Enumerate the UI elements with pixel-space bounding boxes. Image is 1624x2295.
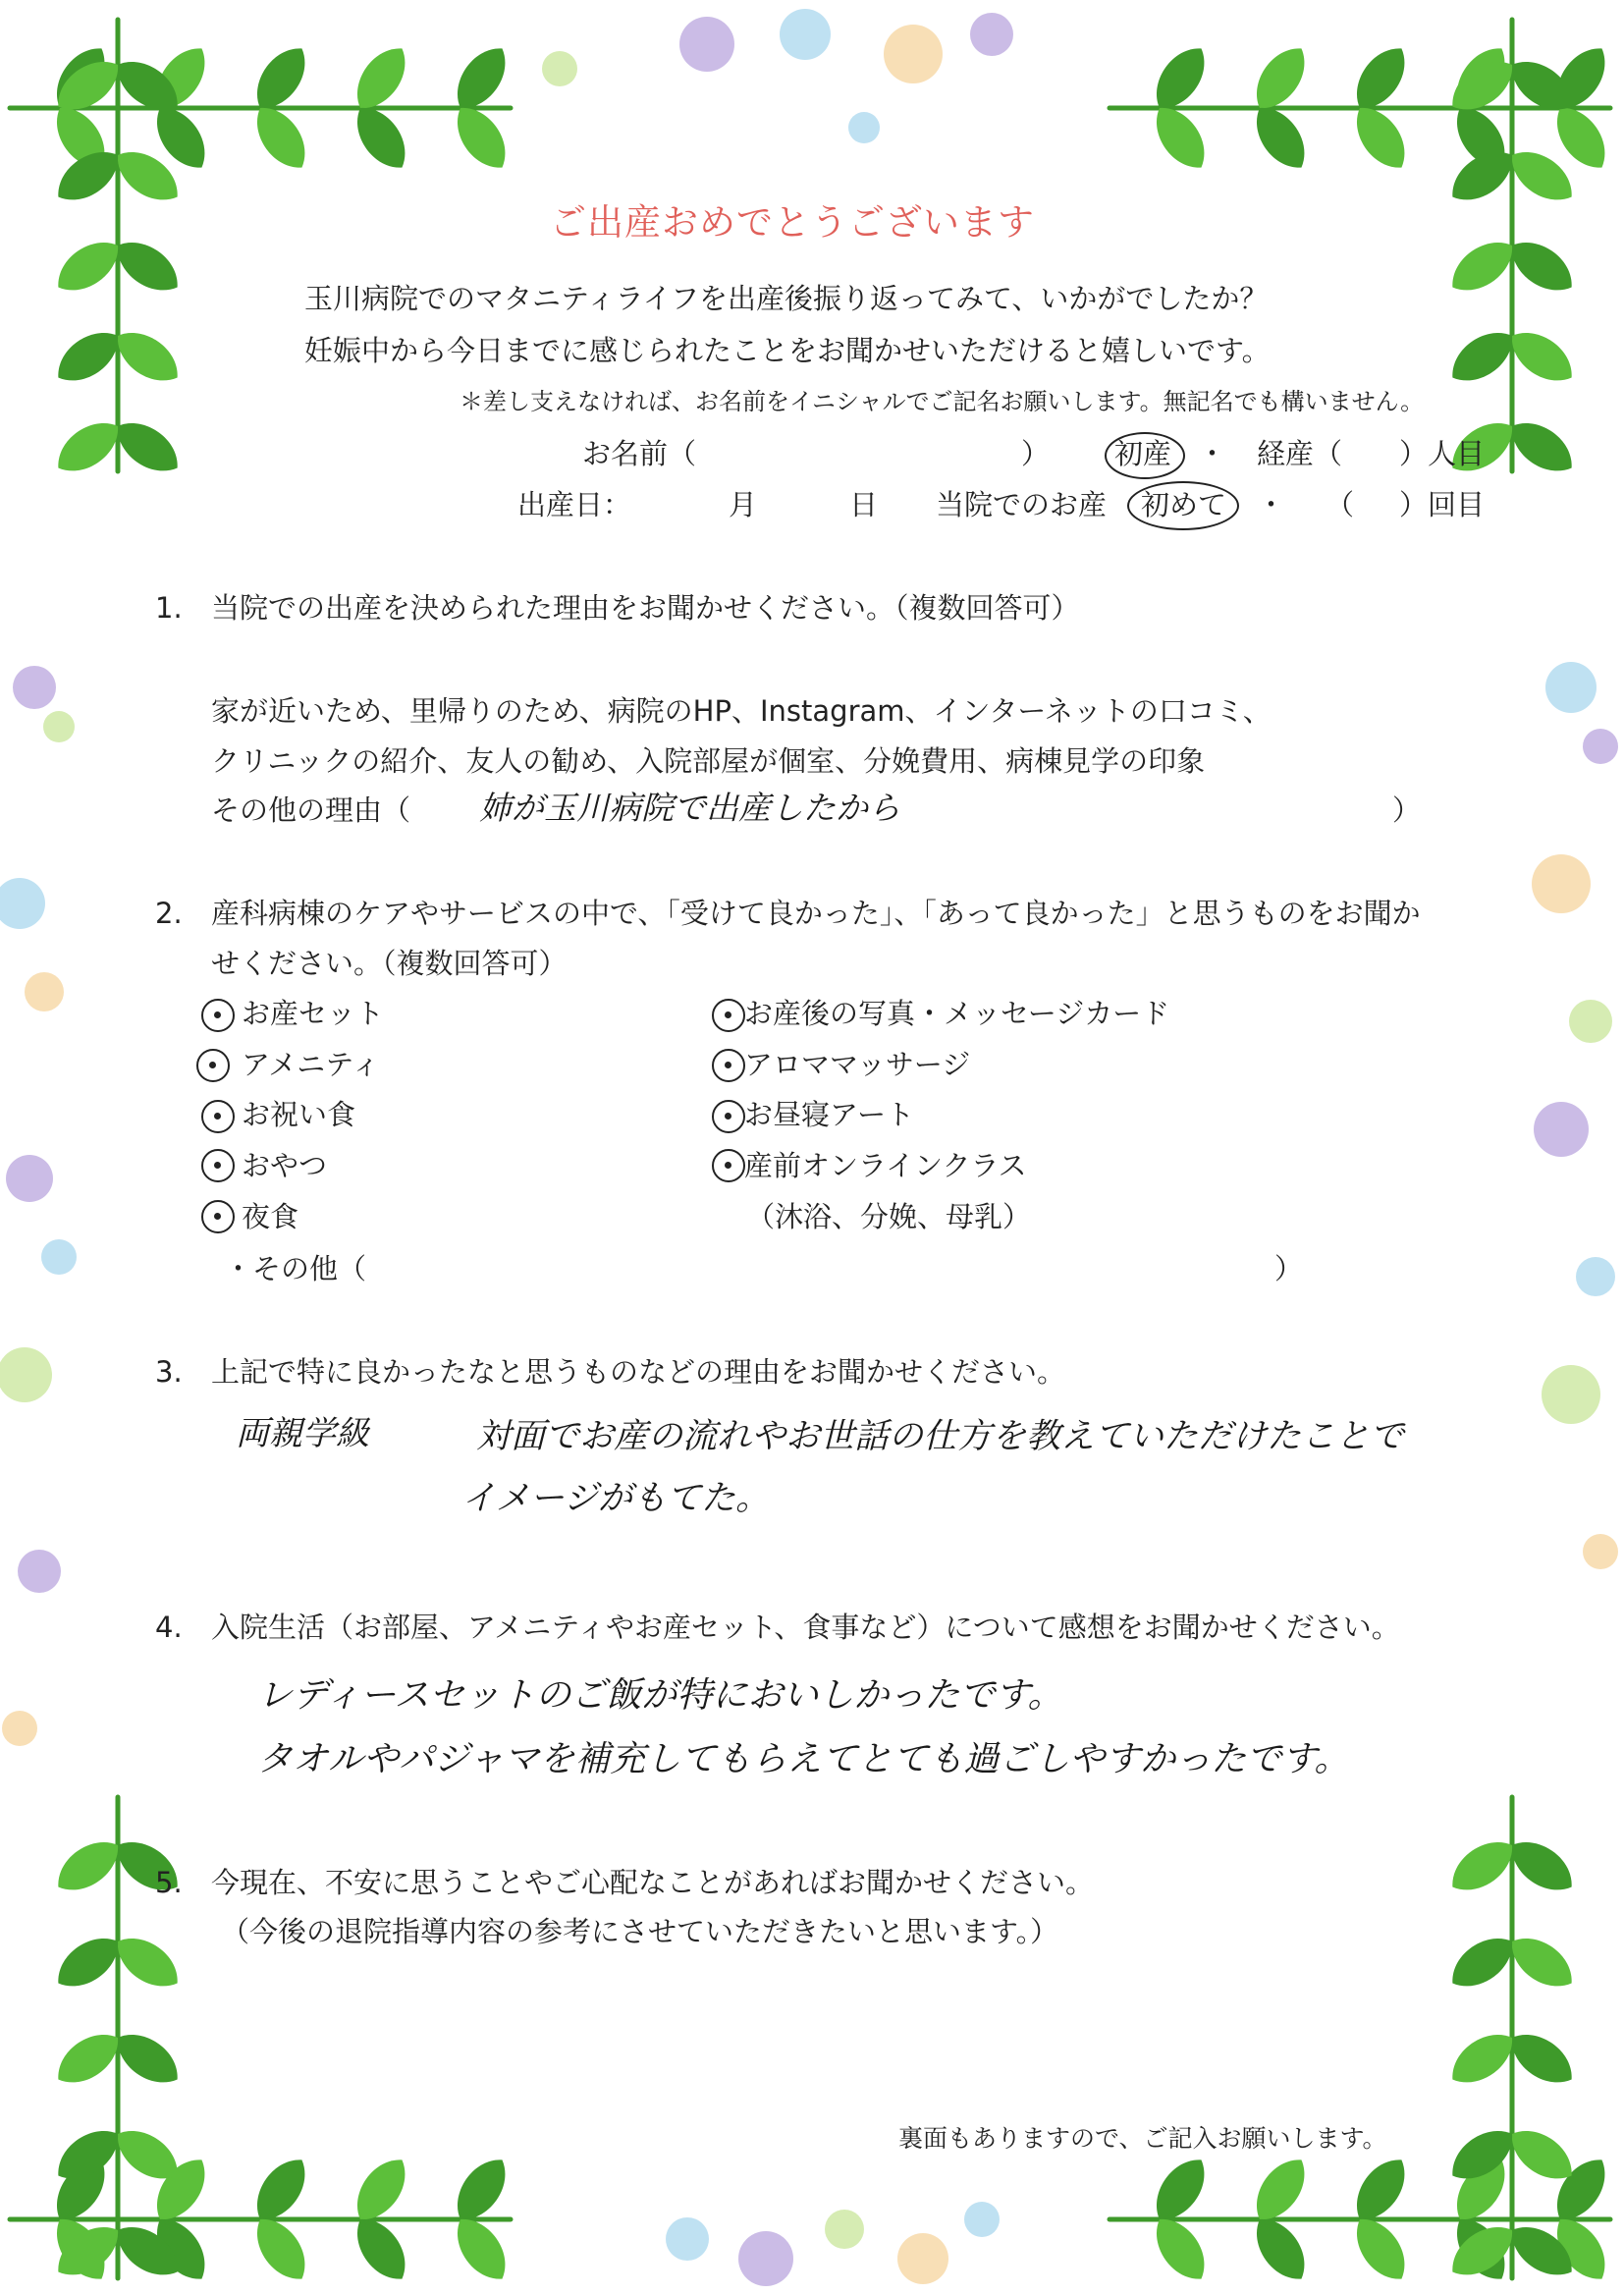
q2-question-line-1: 産科病棟のケアやサービスの中で、「受けて良かった」、「あって良かった」と思うものをお聞か bbox=[211, 897, 1421, 930]
q5-subtext: （今後の退院指導内容の参考にさせていただきたいと思います。） bbox=[221, 1915, 1059, 1948]
checkmark-circle-icon bbox=[712, 999, 745, 1032]
q1-options-line-2: クリニックの紹介、友人の勧め、入院部屋が個室、分娩費用、病棟見学の印象 bbox=[211, 744, 1206, 778]
q2-option-online-class: 産前オンラインクラス bbox=[744, 1149, 1027, 1182]
q5-number: 5. bbox=[155, 1866, 183, 1899]
initials-note: ＊差し支えなければ、お名前をイニシャルでご記名お願いします。無記名でも構いません。 bbox=[460, 388, 1425, 415]
polka-dot bbox=[1545, 662, 1597, 713]
q2-number: 2. bbox=[155, 897, 183, 930]
q2-other-label: ・その他（ bbox=[224, 1252, 367, 1285]
name-label: お名前（ bbox=[582, 437, 697, 470]
name-close: ） bbox=[1021, 437, 1051, 470]
q2-option-aroma-massage: アロママッサージ bbox=[744, 1048, 971, 1081]
q1-other-answer: 姉が玉川病院で出産したから bbox=[479, 789, 900, 827]
polka-dot bbox=[1576, 1257, 1615, 1296]
polka-dot bbox=[884, 25, 943, 83]
checkmark-circle-icon bbox=[712, 1049, 745, 1082]
polka-dot bbox=[18, 1550, 61, 1593]
multi-birth-option: 経産（ bbox=[1257, 437, 1343, 470]
q1-other-label: その他の理由（ bbox=[211, 793, 411, 827]
page-title: ご出産おめでとうございます bbox=[550, 201, 1035, 244]
back-page-note: 裏面もありますので、ご記入お願いします。 bbox=[898, 2124, 1387, 2153]
polka-dot bbox=[848, 112, 880, 143]
polka-dot bbox=[0, 878, 45, 929]
birthdate-label: 出産日： bbox=[517, 488, 632, 521]
q4-question: 入院生活（お部屋、アメニティやお産セット、食事など）について感想をお聞かせください。 bbox=[211, 1611, 1400, 1644]
month-label: 月 bbox=[729, 488, 758, 521]
polka-dot bbox=[964, 2202, 1000, 2237]
polka-dot bbox=[666, 2217, 709, 2261]
first-birth-circle bbox=[1105, 432, 1185, 479]
checkmark-circle-icon bbox=[201, 1200, 235, 1233]
times-label: ）人目 bbox=[1399, 437, 1486, 470]
polka-dot bbox=[1534, 1102, 1589, 1157]
q4-answer-line-2: タオルやパジャマを補充してもらえてとても過ごしやすかったです。 bbox=[257, 1739, 1350, 1779]
q2-option-snack: おやつ bbox=[242, 1149, 328, 1182]
first-time-circle bbox=[1127, 481, 1239, 530]
polka-dot bbox=[970, 13, 1013, 56]
polka-dot bbox=[780, 9, 831, 60]
first-birth-option: 初産 bbox=[1114, 437, 1172, 470]
q2-option-nap-art: お昼寝アート bbox=[744, 1098, 915, 1131]
separator-dot: ・ bbox=[1198, 437, 1227, 470]
intro-line-1: 玉川病院でのマタニティライフを出産後振り返ってみて、いかがでしたか？ bbox=[304, 282, 1269, 315]
checkmark-circle-icon bbox=[712, 1100, 745, 1133]
polka-dot bbox=[41, 1239, 77, 1275]
first-time-option: 初めて bbox=[1141, 488, 1227, 521]
polka-dot bbox=[897, 2233, 948, 2284]
polka-dot bbox=[1542, 1365, 1600, 1424]
q4-answer-line-1: レディースセットのご飯が特においしかったです。 bbox=[257, 1675, 1063, 1716]
hospital-birth-label: 当院でのお産 bbox=[936, 488, 1108, 521]
polka-dot bbox=[43, 711, 75, 742]
q3-number: 3. bbox=[155, 1355, 183, 1389]
checkmark-circle-icon bbox=[712, 1149, 745, 1182]
q1-options-line-1: 家が近いため、里帰りのため、病院のHP、Instagram、インターネットの口コミ、 bbox=[211, 694, 1272, 728]
q3-answer-title: 両親学級 bbox=[236, 1414, 369, 1453]
polka-dot bbox=[1532, 854, 1591, 913]
q2-question-line-2: せください。（複数回答可） bbox=[211, 947, 568, 980]
q3-answer-line-1: 対面でお産の流れやお世話の仕方を教えていただけたことで bbox=[476, 1417, 1405, 1456]
checkmark-circle-icon bbox=[201, 999, 235, 1032]
count-open: （ bbox=[1326, 488, 1355, 521]
q1-number: 1. bbox=[155, 591, 183, 625]
day-label: 日 bbox=[849, 488, 879, 521]
q1-question: 当院での出産を決められた理由をお聞かせください。（複数回答可） bbox=[211, 591, 1080, 625]
polka-dot bbox=[2, 1711, 37, 1746]
count-label: ）回目 bbox=[1399, 488, 1486, 521]
polka-dot bbox=[0, 1347, 52, 1402]
polka-dot bbox=[542, 51, 577, 86]
q2-option-osan-set: お産セット bbox=[242, 997, 385, 1030]
q2-option-photo-card: お産後の写真・メッセージカード bbox=[744, 997, 1170, 1030]
polka-dot bbox=[1583, 1534, 1618, 1569]
polka-dot bbox=[825, 2210, 864, 2249]
q5-question: 今現在、不安に思うことやご心配なことがあればお聞かせください。 bbox=[211, 1866, 1095, 1899]
checkmark-circle-icon bbox=[196, 1049, 230, 1082]
separator-dot-2: ・ bbox=[1257, 488, 1286, 521]
polka-dot bbox=[679, 17, 734, 72]
q2-option-amenity: アメニティ bbox=[242, 1048, 380, 1081]
q4-number: 4. bbox=[155, 1611, 183, 1644]
polka-dot bbox=[1583, 729, 1618, 764]
polka-dot bbox=[13, 666, 56, 709]
q1-other-close: ） bbox=[1392, 793, 1422, 827]
polka-dot bbox=[6, 1155, 53, 1202]
q2-option-night-meal: 夜食 bbox=[242, 1200, 299, 1233]
polka-dot bbox=[1569, 1000, 1612, 1043]
intro-line-2: 妊娠中から今日までに感じられたことをお聞かせいただけると嬉しいです。 bbox=[304, 334, 1271, 367]
polka-dot bbox=[738, 2231, 793, 2286]
q3-question: 上記で特に良かったなと思うものなどの理由をお聞かせください。 bbox=[211, 1355, 1066, 1389]
q3-answer-line-2: イメージがもてた。 bbox=[461, 1479, 770, 1518]
q2-option-celebration-meal: お祝い食 bbox=[242, 1098, 356, 1131]
checkmark-circle-icon bbox=[201, 1100, 235, 1133]
q2-other-close: ） bbox=[1274, 1252, 1304, 1285]
q2-class-detail: （沐浴、分娩、母乳） bbox=[746, 1200, 1032, 1233]
checkmark-circle-icon bbox=[201, 1149, 235, 1182]
polka-dot bbox=[25, 972, 64, 1011]
